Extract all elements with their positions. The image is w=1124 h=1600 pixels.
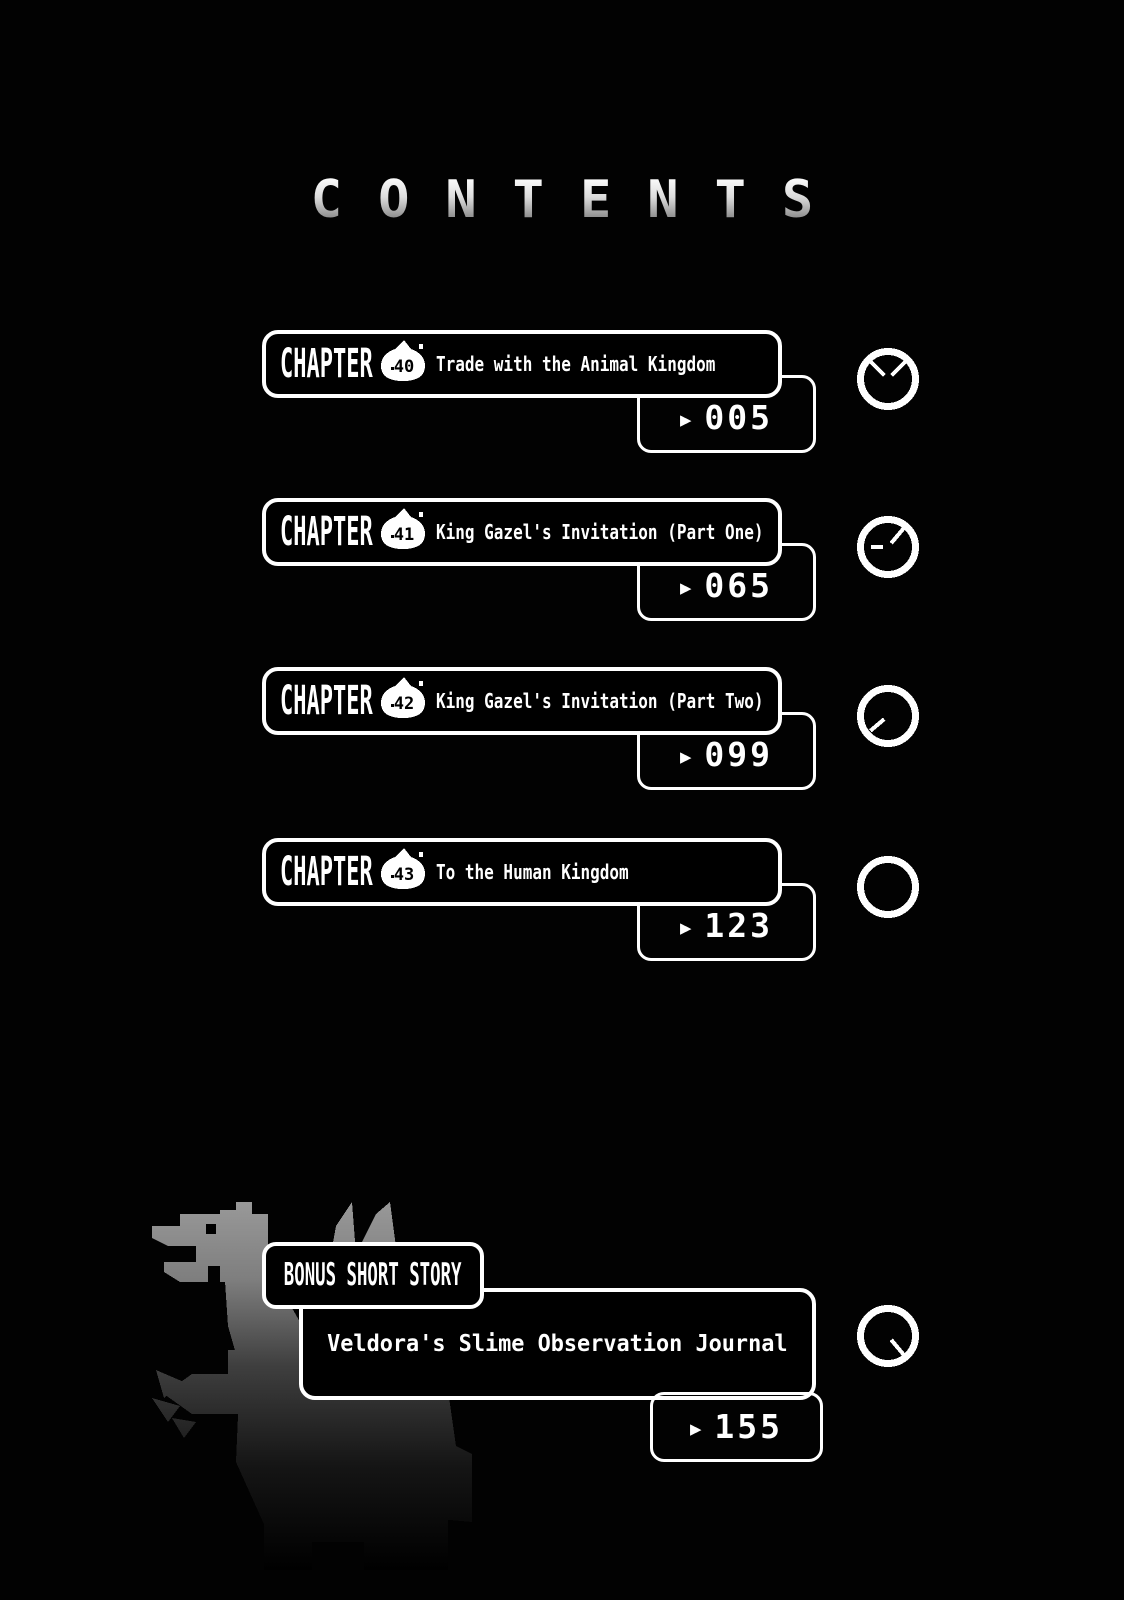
chapter-title: To the Human Kingdom xyxy=(436,860,629,884)
play-triangle-icon: ▶ xyxy=(679,409,692,431)
chapter-label: CHAPTER xyxy=(280,509,373,555)
play-triangle-icon: ▶ xyxy=(679,746,692,768)
bonus-title: Veldora's Slime Observation Journal xyxy=(327,1331,788,1357)
page-number-line xyxy=(640,906,813,949)
chapter-label: CHAPTER xyxy=(280,341,373,387)
page-title: CONTENTS xyxy=(0,170,1124,230)
chapter-label: CHAPTER xyxy=(280,849,373,895)
slime-badge-icon xyxy=(378,847,428,897)
page-number-line xyxy=(640,398,813,441)
chapter-number: 42 xyxy=(393,694,415,714)
page-number-line xyxy=(640,735,813,778)
chapter-title: King Gazel's Invitation (Part Two) xyxy=(436,689,764,713)
chapter-title: Trade with the Animal Kingdom xyxy=(436,352,716,376)
chapter-number: 41 xyxy=(393,525,415,545)
chapter-entry xyxy=(262,838,782,906)
pixel-clock-icon xyxy=(855,683,921,749)
bonus-label: BONUS SHORT STORY xyxy=(284,1257,462,1293)
slime-badge-icon xyxy=(378,339,428,389)
play-triangle-icon: ▶ xyxy=(689,1418,702,1440)
chapter-number: 40 xyxy=(393,357,415,377)
pixel-clock-icon xyxy=(855,346,921,412)
chapter-label: CHAPTER xyxy=(280,678,373,724)
page-number: 155 xyxy=(714,1407,784,1446)
chapter-entry xyxy=(262,667,782,735)
chapter-number: 43 xyxy=(393,865,415,885)
page-number-line xyxy=(653,1407,820,1450)
bonus-label-box xyxy=(262,1242,484,1309)
slime-badge-icon xyxy=(378,676,428,726)
page-number-line xyxy=(640,566,813,609)
play-triangle-icon: ▶ xyxy=(679,917,692,939)
pixel-clock-icon xyxy=(855,514,921,580)
chapter-title: King Gazel's Invitation (Part One) xyxy=(436,520,764,544)
play-triangle-icon: ▶ xyxy=(679,577,692,599)
page-number: 099 xyxy=(704,735,774,774)
page-number-box xyxy=(650,1392,823,1462)
page-number: 065 xyxy=(704,566,774,605)
chapter-entry xyxy=(262,498,782,566)
pixel-clock-icon xyxy=(855,1303,921,1369)
pixel-clock-icon xyxy=(855,854,921,920)
slime-badge-icon xyxy=(378,507,428,557)
page-number: 005 xyxy=(704,398,774,437)
page-number: 123 xyxy=(704,906,774,945)
chapter-entry xyxy=(262,330,782,398)
